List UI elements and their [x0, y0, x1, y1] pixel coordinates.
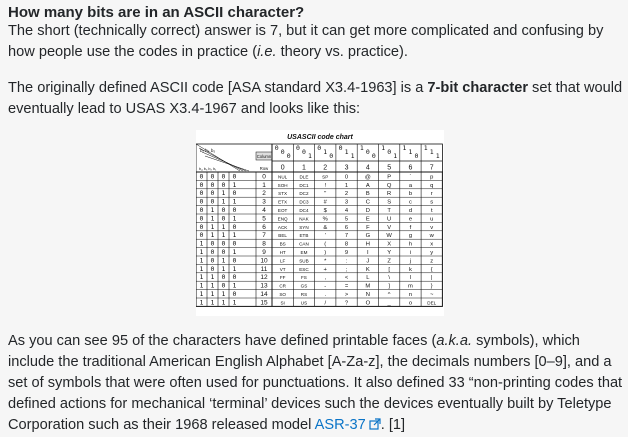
usascii-code-chart: [196, 130, 444, 316]
bits-row-label: b₄ b₃ b₂ b₁: [199, 167, 217, 171]
row-bit: 0: [221, 172, 226, 181]
code-cell: `: [409, 174, 412, 181]
row-bit: 0: [232, 189, 237, 198]
code-cell: =: [344, 283, 349, 290]
code-cell: x: [430, 241, 434, 248]
code-cell: L: [366, 275, 370, 282]
code-cell: a: [408, 182, 413, 189]
code-cell: ENQ: [277, 216, 288, 222]
top-bit: 1: [393, 152, 398, 160]
row-bit: 0: [232, 239, 237, 248]
top-bit: 0: [329, 152, 334, 160]
p3-text-b: symbols), which include the traditional American English Alphabet [A-Za-z], the decimals numbers [0–9], and a set of symbols that were often used for punctuations. It also defined 33 “non-printing codes that defined actions for mechanical ‘terminal’ devices such the devices eventually built by Teletype Corporation such as their 1968 released model: [8, 333, 623, 433]
code-cell: u: [430, 216, 434, 223]
row-bit: 0: [210, 239, 215, 248]
code-cell: C: [365, 199, 370, 206]
row-number: 12: [260, 274, 268, 282]
top-bit: 1: [323, 148, 328, 156]
top-bit: 1: [350, 152, 355, 160]
row-bit: 1: [199, 298, 204, 307]
code-cell: X: [387, 241, 392, 248]
code-cell: n: [408, 292, 413, 298]
code-cell: /: [324, 300, 327, 307]
code-cell: (: [324, 241, 327, 248]
code-cell: ~: [430, 292, 434, 298]
top-bit: 0: [365, 148, 370, 156]
code-cell: s: [430, 199, 434, 206]
code-cell: LF: [279, 258, 286, 264]
p2-bold: 7-bit character: [427, 80, 528, 96]
code-cell: f: [409, 224, 412, 231]
row-bit: 0: [199, 197, 204, 206]
row-bit: 1: [232, 180, 237, 189]
top-bit: 0: [274, 144, 279, 152]
row-bit: 0: [232, 290, 237, 298]
row-number: 5: [262, 215, 266, 223]
code-cell: k: [408, 266, 412, 273]
code-cell: :: [345, 258, 348, 265]
code-cell: FF: [279, 275, 286, 281]
code-cell: z: [430, 258, 434, 265]
code-cell: CAN: [299, 241, 309, 247]
row-number: 8: [262, 240, 266, 248]
row-number: 13: [260, 282, 268, 290]
row-bit: 1: [210, 281, 215, 290]
top-bit: 0: [295, 144, 300, 152]
column-number: 7: [429, 164, 434, 172]
row-bit: 0: [199, 206, 204, 214]
code-cell: w: [429, 233, 434, 240]
code-cell: N: [365, 292, 370, 298]
row-bit: 0: [210, 180, 215, 189]
code-cell: ): [324, 250, 327, 256]
code-cell: S: [387, 199, 392, 206]
top-bit: 0: [280, 148, 285, 156]
row-bit: 1: [232, 231, 237, 240]
row-number: 1: [262, 181, 266, 189]
code-cell: \: [388, 275, 390, 282]
code-cell: b: [408, 191, 413, 198]
top-bit: 1: [307, 152, 312, 160]
code-cell: q: [430, 182, 434, 189]
row-number: 2: [262, 190, 266, 198]
row-bit: 0: [221, 180, 226, 189]
row-bit: 1: [221, 197, 226, 206]
row-bit: 0: [210, 197, 215, 206]
code-cell: ETX: [278, 199, 288, 205]
code-cell: 4: [344, 208, 349, 214]
row-bit: 0: [210, 264, 215, 273]
row-label: Row: [259, 166, 269, 171]
top-bit: 1: [402, 144, 407, 152]
code-cell: A: [365, 182, 370, 189]
code-cell: ^: [387, 292, 391, 298]
code-cell: STX: [278, 191, 288, 197]
code-cell: RS: [300, 292, 308, 297]
row-bit: 0: [199, 180, 204, 189]
code-cell: c: [408, 199, 412, 206]
code-cell: DC1: [299, 182, 309, 188]
code-cell: {: [430, 266, 433, 273]
row-number: 4: [262, 207, 266, 214]
column-number: 0: [280, 164, 285, 172]
row-bit: 1: [210, 231, 215, 240]
external-link-icon[interactable]: [369, 416, 381, 428]
code-cell: NUL: [278, 174, 288, 180]
code-cell: 0: [344, 174, 349, 181]
row-bit: 1: [232, 264, 237, 273]
column-number: 4: [365, 164, 370, 172]
code-cell: y: [430, 250, 434, 256]
code-cell: ]: [388, 283, 390, 290]
row-bit: 1: [210, 290, 215, 298]
code-cell: E: [365, 216, 370, 223]
row-bit: 1: [199, 290, 204, 298]
top-bit: 0: [371, 152, 376, 160]
code-cell: SOH: [277, 182, 288, 188]
row-bit: 1: [221, 256, 226, 265]
code-cell: l: [409, 275, 412, 282]
top-bit: 0: [338, 144, 343, 152]
code-cell: I: [367, 250, 369, 256]
code-cell: 9: [344, 250, 349, 256]
code-cell: 3: [344, 199, 349, 206]
code-cell: d: [408, 208, 413, 214]
code-cell: V: [387, 224, 392, 231]
row-bit: 0: [232, 273, 237, 282]
chart-svg: [196, 130, 444, 316]
code-cell: HT: [279, 250, 286, 255]
row-bit: 0: [199, 214, 204, 223]
row-bit: 0: [232, 222, 237, 231]
code-cell: $: [323, 208, 327, 214]
code-cell: DC2: [299, 191, 309, 197]
asr-37-link[interactable]: ASR-37: [314, 417, 366, 433]
code-cell: r: [430, 191, 433, 198]
top-bit: 1: [423, 144, 428, 152]
p2-text-b: set that would eventually lead to USAS X3.4-1967 and looks like this:: [8, 80, 623, 117]
code-cell: h: [408, 241, 413, 248]
row-bit: 1: [210, 273, 215, 282]
code-cell: SP: [322, 174, 329, 180]
row-bit: 1: [221, 222, 226, 231]
column-label: Column: [256, 154, 272, 159]
code-cell: 7: [344, 233, 349, 240]
column-number: 2: [323, 164, 328, 172]
row-bit: 1: [221, 231, 226, 240]
code-cell: ": [324, 191, 327, 198]
code-cell: j: [409, 258, 412, 265]
paragraph-ascii-origin: [8, 78, 624, 120]
code-cell: !: [324, 182, 327, 189]
code-cell: DEL: [427, 300, 437, 306]
row-number: 7: [262, 232, 266, 240]
code-cell: 2: [344, 191, 349, 198]
row-bit: 1: [199, 273, 204, 282]
code-cell: T: [387, 208, 391, 214]
row-number: 11: [260, 265, 268, 273]
top-bit: 1: [408, 148, 413, 156]
top-bit: 1: [344, 148, 349, 156]
row-bit: 1: [221, 264, 226, 273]
code-cell: ETB: [299, 233, 309, 239]
code-cell: US: [300, 300, 308, 306]
row-bit: 0: [232, 206, 237, 214]
column-number: 3: [344, 164, 349, 172]
top-bit: 0: [414, 152, 419, 160]
row-number: 6: [262, 223, 266, 231]
code-cell: *: [324, 258, 327, 265]
code-cell: >: [344, 292, 349, 298]
code-cell: _: [387, 300, 391, 307]
code-cell: BEL: [278, 233, 287, 239]
code-cell: GS: [300, 283, 308, 289]
code-cell: }: [430, 283, 433, 290]
row-bit: 0: [210, 172, 215, 181]
row-bit: 0: [232, 172, 237, 181]
code-cell: NAK: [299, 216, 309, 222]
row-number: 15: [260, 299, 268, 307]
code-cell: SO: [279, 292, 286, 297]
row-bit: 1: [210, 222, 215, 231]
code-cell: |: [430, 275, 433, 282]
code-cell: BS: [279, 241, 286, 247]
code-cell: m: [408, 283, 413, 290]
row-bit: 0: [221, 273, 226, 282]
code-cell: DC3: [299, 199, 309, 205]
code-cell: o: [408, 300, 413, 307]
p2-text-a: The originally defined ASCII code [ASA standard X3.4-1963] is a: [8, 80, 428, 96]
row-bit: 0: [221, 281, 226, 290]
row-bit: 1: [232, 298, 237, 307]
code-cell: DLE: [299, 174, 309, 180]
code-cell: K: [365, 266, 370, 273]
row-bit: 1: [221, 189, 226, 198]
code-cell: 5: [344, 216, 349, 223]
code-cell: R: [387, 191, 392, 198]
code-cell: p: [430, 174, 434, 181]
top-bit: 0: [317, 144, 322, 152]
p3-italic: a.k.a.: [436, 333, 473, 349]
row-bit: 1: [232, 281, 237, 290]
row-bit: 1: [210, 298, 215, 307]
code-cell: Z: [387, 258, 391, 265]
p1-text: The short (technically correct) answer is 7, but it can get more complicated and confusing by how people use the codes in practice (: [8, 23, 604, 60]
p3-text-c: . [1]: [380, 417, 406, 433]
code-cell: CR: [279, 283, 286, 289]
row-bit: 1: [199, 239, 204, 248]
bits-label: b₇ b₆ b₅: [200, 148, 216, 153]
top-bit: 1: [381, 144, 386, 152]
code-cell: &: [323, 224, 328, 231]
code-cell: <: [344, 275, 349, 282]
row-number: 9: [262, 249, 266, 256]
row-bit: 1: [199, 264, 204, 273]
code-cell: +: [323, 266, 327, 273]
column-number: 1: [301, 164, 306, 172]
row-bit: 0: [210, 256, 215, 265]
top-bit: 1: [435, 152, 440, 160]
code-cell: U: [387, 216, 392, 223]
code-cell: SUB: [299, 258, 309, 264]
code-cell: ': [324, 233, 326, 240]
code-cell: Y: [387, 250, 392, 256]
row-bit: 0: [221, 206, 226, 214]
row-bit: 1: [232, 197, 237, 206]
code-cell: ,: [324, 275, 327, 282]
top-bit: 1: [429, 148, 434, 156]
row-bit: 1: [210, 206, 215, 214]
code-cell: F: [366, 224, 370, 231]
row-bit: 0: [199, 231, 204, 240]
row-bit: 0: [210, 189, 215, 198]
code-cell: DC4: [299, 208, 309, 213]
code-cell: .: [324, 292, 327, 298]
row-bit: 1: [232, 248, 237, 256]
p1-italic: i.e.: [257, 44, 277, 60]
code-cell: t: [430, 208, 433, 214]
top-bit: 1: [359, 144, 364, 152]
row-bit: 0: [232, 256, 237, 265]
code-cell: EOT: [277, 208, 288, 213]
code-cell: B: [365, 191, 370, 198]
code-cell: J: [366, 258, 370, 265]
row-number: 0: [262, 173, 266, 181]
code-cell: -: [324, 283, 327, 290]
row-bit: 0: [221, 248, 226, 256]
code-cell: %: [322, 216, 328, 223]
row-bit: 0: [221, 214, 226, 223]
column-number: 6: [408, 164, 413, 172]
row-number: 3: [262, 198, 266, 206]
code-cell: H: [365, 241, 370, 248]
code-cell: Q: [386, 182, 392, 189]
row-bit: 1: [199, 281, 204, 290]
row-bit: 1: [221, 290, 226, 298]
top-bit: 0: [387, 148, 392, 156]
code-cell: i: [409, 250, 412, 256]
row-bit: 0: [221, 239, 226, 248]
code-cell: O: [365, 300, 371, 307]
code-cell: W: [386, 233, 392, 240]
row-bit: 1: [232, 214, 237, 223]
code-cell: SI: [280, 300, 285, 306]
code-cell: SYN: [299, 224, 309, 230]
question-title: How many bits are in an ASCII character?: [8, 4, 305, 21]
row-bit: 0: [210, 248, 215, 256]
row-bit: 1: [199, 248, 204, 256]
row-bit: 0: [199, 222, 204, 231]
paragraph-printable-characters: [8, 331, 624, 436]
code-cell: D: [365, 208, 370, 214]
p3-text-a: As you can see 95 of the characters have defined printable faces (: [8, 333, 437, 349]
row-number: 14: [260, 291, 268, 298]
code-cell: EM: [300, 250, 308, 255]
code-cell: M: [365, 283, 371, 290]
code-cell: ;: [345, 266, 348, 273]
code-cell: v: [430, 224, 434, 231]
row-bit: 1: [210, 214, 215, 223]
code-cell: ?: [344, 300, 349, 307]
code-cell: 1: [344, 182, 349, 189]
row-bit: 1: [199, 256, 204, 265]
code-cell: e: [408, 216, 413, 223]
code-cell: 6: [344, 224, 349, 231]
code-cell: FS: [301, 275, 307, 281]
chart-title: USASCII code chart: [287, 134, 353, 141]
row-bit: 0: [199, 172, 204, 181]
paragraph-short-answer: [8, 21, 624, 63]
row-number: 10: [260, 257, 268, 265]
p1-text-end: theory vs. practice).: [276, 44, 408, 60]
top-bit: 0: [286, 152, 291, 160]
code-cell: @: [364, 174, 371, 181]
code-cell: ESC: [299, 266, 309, 272]
code-cell: ACK: [277, 224, 288, 230]
code-cell: 8: [344, 241, 349, 248]
code-cell: G: [365, 233, 371, 240]
row-bit: 0: [199, 189, 204, 198]
top-bit: 0: [301, 148, 306, 156]
code-cell: #: [323, 199, 327, 206]
row-bit: 1: [221, 298, 226, 307]
code-cell: P: [387, 174, 392, 181]
column-number: 5: [387, 164, 392, 172]
code-cell: VT: [279, 266, 286, 272]
code-cell: [: [388, 266, 390, 273]
code-cell: g: [408, 233, 413, 240]
